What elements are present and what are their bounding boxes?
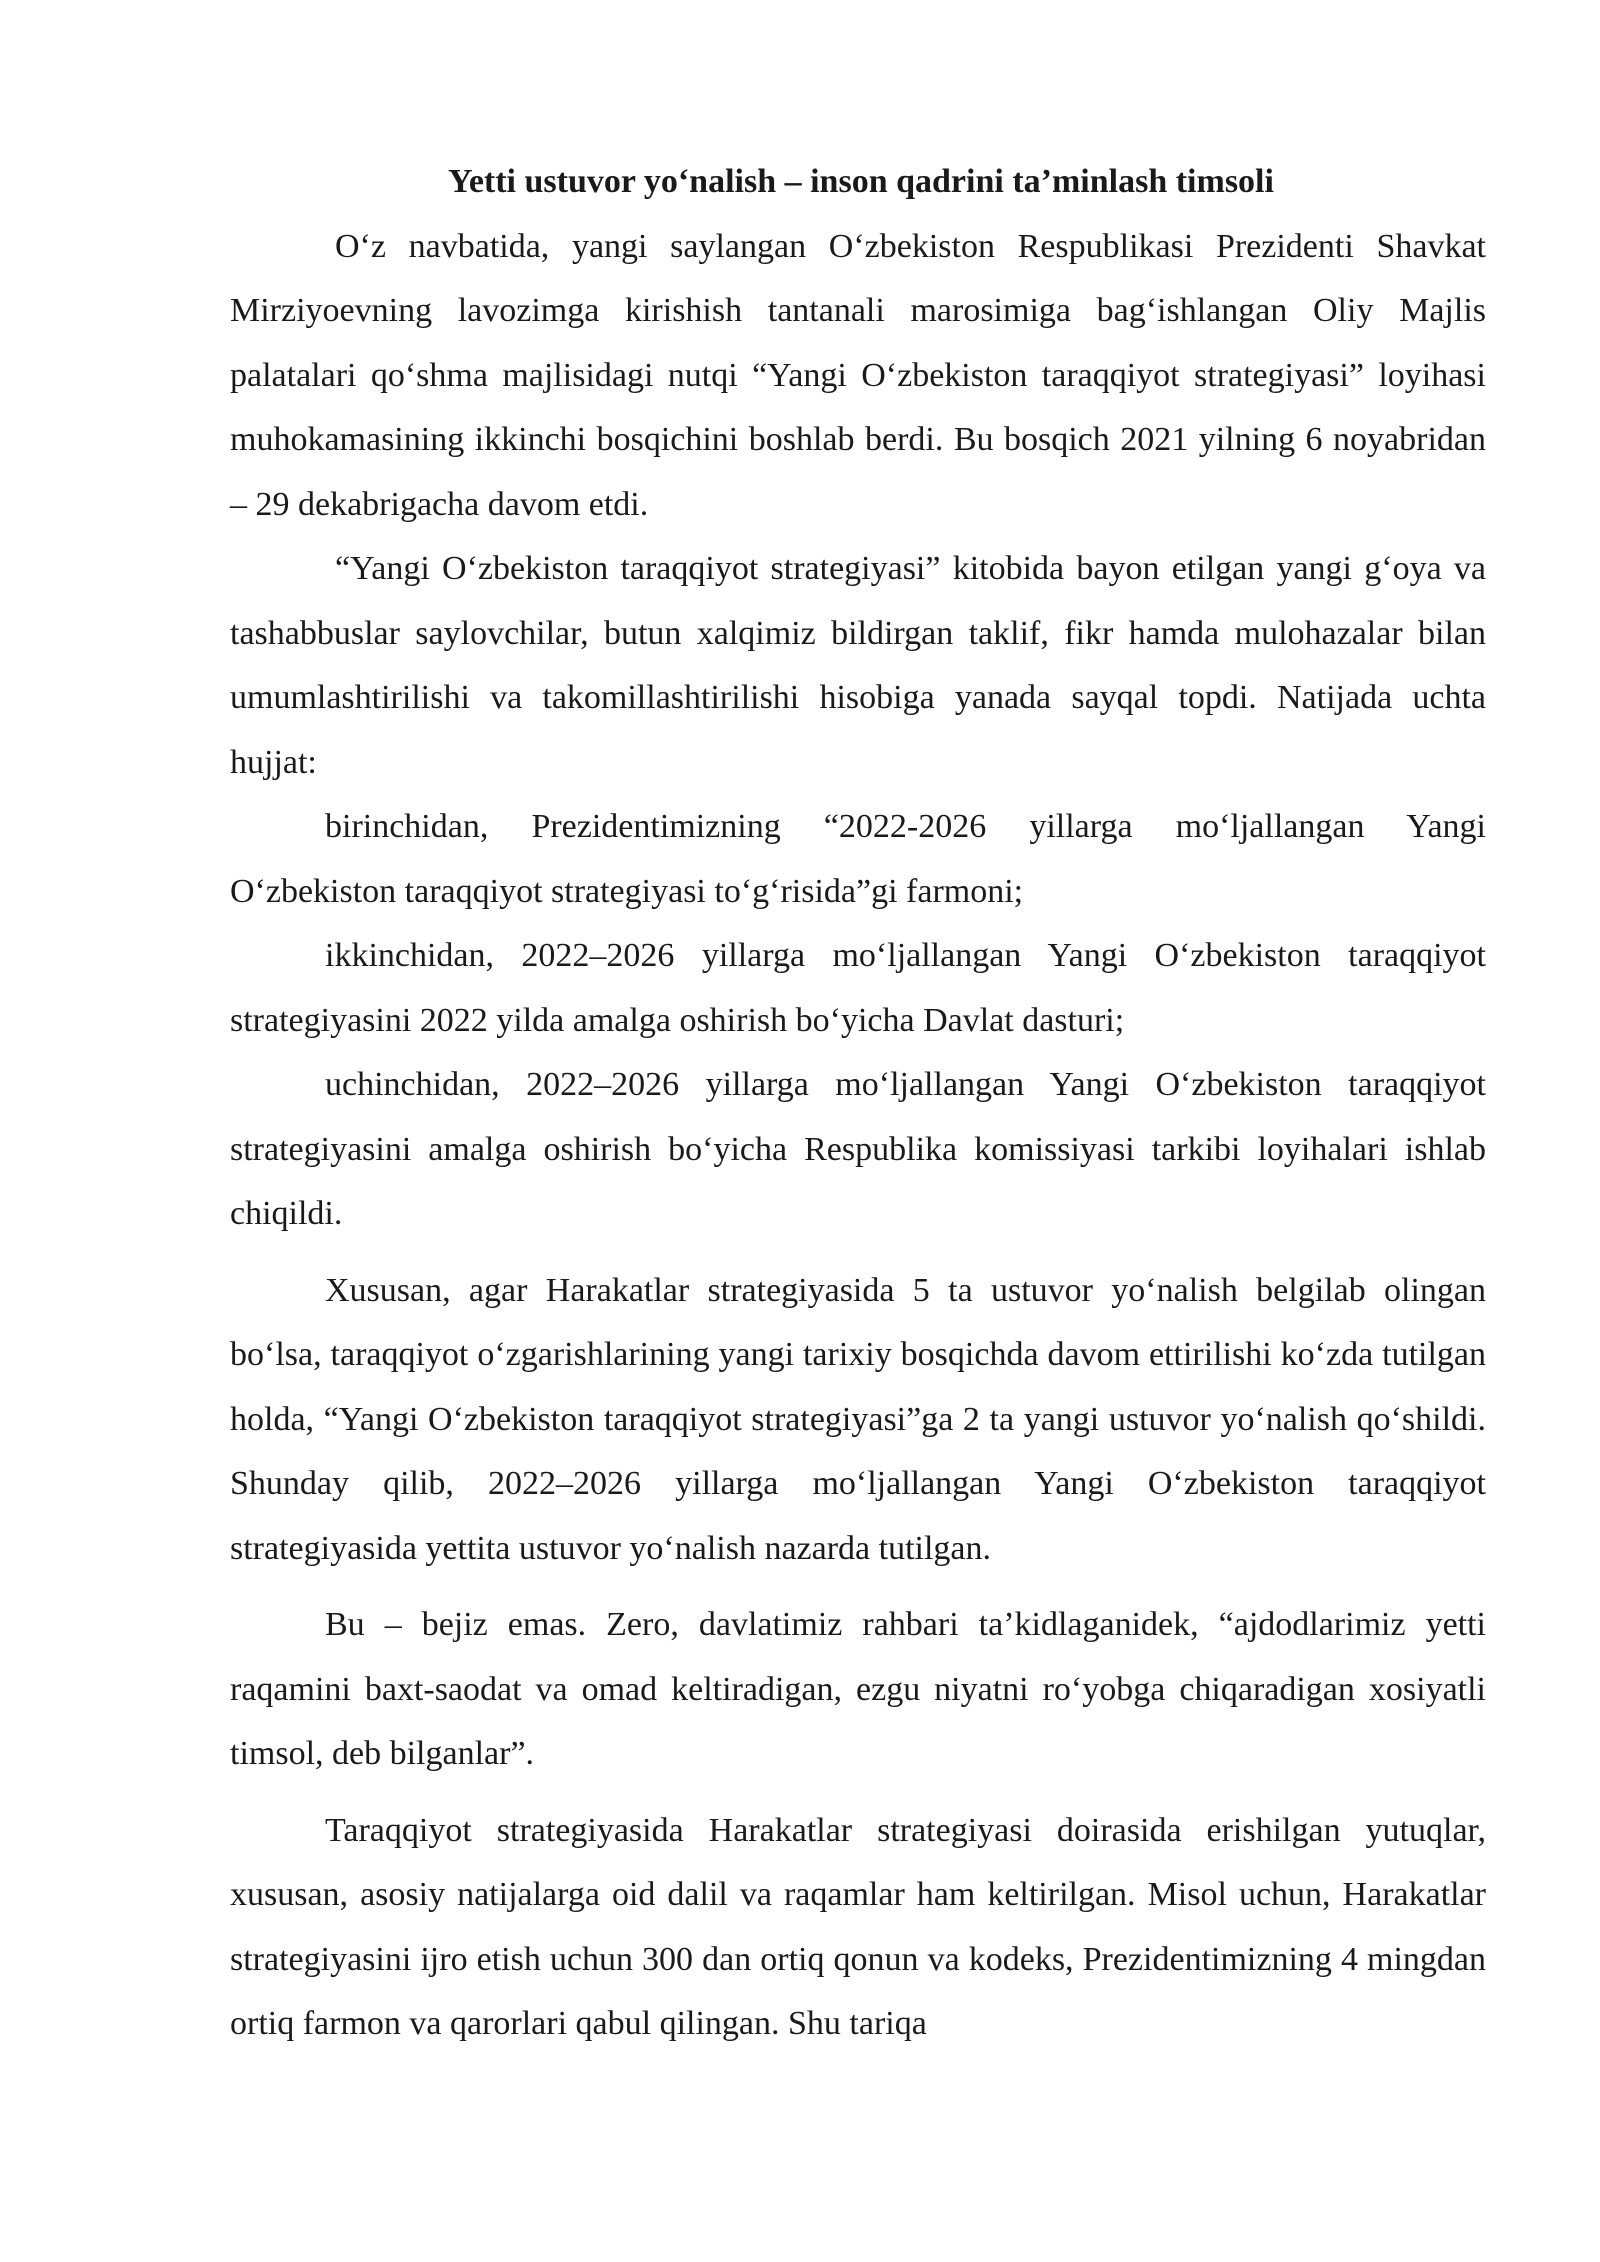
paragraph-3-list-first: birinchidan, Prezidentimizning “2022-2026 yillarga mo‘ljallangan Yangi O‘zbekiston taraqqiyot strategiyasi to‘g‘risida”gi farmoni; — [230, 808, 1486, 910]
paragraph-8: Taraqqiyot strategiyasida Harakatlar strategiyasi doirasida erishilgan yutuqlar, xususan, asosiy natijalarga oid dalil va raqamlar ham keltirilgan. Misol uchun, Harakatlar strategiyasini ijro etish uchun 300 dan ortiq qonun va kodeks, Prezidentimizning 4 mingdan ortiq farmon va qarorlari qabul qilingan. Shu tariqa — [230, 1811, 1486, 2042]
document-body — [230, 150, 1486, 2057]
document-title: Yetti ustuvor yo‘nalish – inson qadrini ta’minlash timsoli — [448, 163, 1274, 200]
paragraph-7: Bu – bejiz emas. Zero, davlatimiz rahbari ta’kidlaganidek, “ajdodlarimiz yetti raqamini baxt-saodat va omad keltiradigan, ezgu niyatni ro‘yobga chiqaradigan xosiyatli timsol, deb bilganlar”. — [230, 1606, 1486, 1772]
paragraph-4-list-second: ikkinchidan, 2022–2026 yillarga mo‘ljallangan Yangi O‘zbekiston taraqqiyot strategiyasini 2022 yilda amalga oshirish bo‘yicha Davlat dasturi; — [230, 937, 1486, 1039]
paragraph-6: Xususan, agar Harakatlar strategiyasida 5 ta ustuvor yo‘nalish belgilab olingan bo‘lsa, taraqqiyot o‘zgarishlarining yangi tarixiy bosqichda davom ettirilishi ko‘zda tutilgan holda, “Yangi O‘zbekiston taraqqiyot strategiyasi”ga 2 ta yangi ustuvor yo‘nalish qo‘shildi. Shunday qilib, 2022–2026 yillarga mo‘ljallangan Yangi O‘zbekiston taraqqiyot strategiyasida yettita ustuvor yo‘nalish nazarda tutilgan. — [230, 1271, 1486, 1567]
paragraph-5-list-third: uchinchidan, 2022–2026 yillarga mo‘ljallangan Yangi O‘zbekiston taraqqiyot strategiyasini amalga oshirish bo‘yicha Respublika komissiyasi tarkibi loyihalari ishlab chiqildi. — [230, 1066, 1486, 1232]
paragraph-1: O‘z navbatida, yangi saylangan O‘zbekiston Respublikasi Prezidenti Shavkat Mirziyoevning lavozimga kirishish tantanali marosimiga bag‘ishlangan Oliy Majlis palatalari qo‘shma majlisidagi nutqi “Yangi O‘zbekiston taraqqiyot strategiyasi” loyihasi muhokamasining ikkinchi bosqichini boshlab berdi. Bu bosqich 2021 yilning 6 noyabridan – 29 dekabrigacha davom etdi. — [230, 227, 1486, 523]
paragraph-2: “Yangi O‘zbekiston taraqqiyot strategiyasi” kitobida bayon etilgan yangi g‘oya va tashabbuslar saylovchilar, butun xalqimiz bildirgan taklif, fikr hamda mulohazalar bilan umumlashtirilishi va takomillashtirilishi hisobiga yanada sayqal topdi. Natijada uchta hujjat: — [230, 550, 1486, 781]
